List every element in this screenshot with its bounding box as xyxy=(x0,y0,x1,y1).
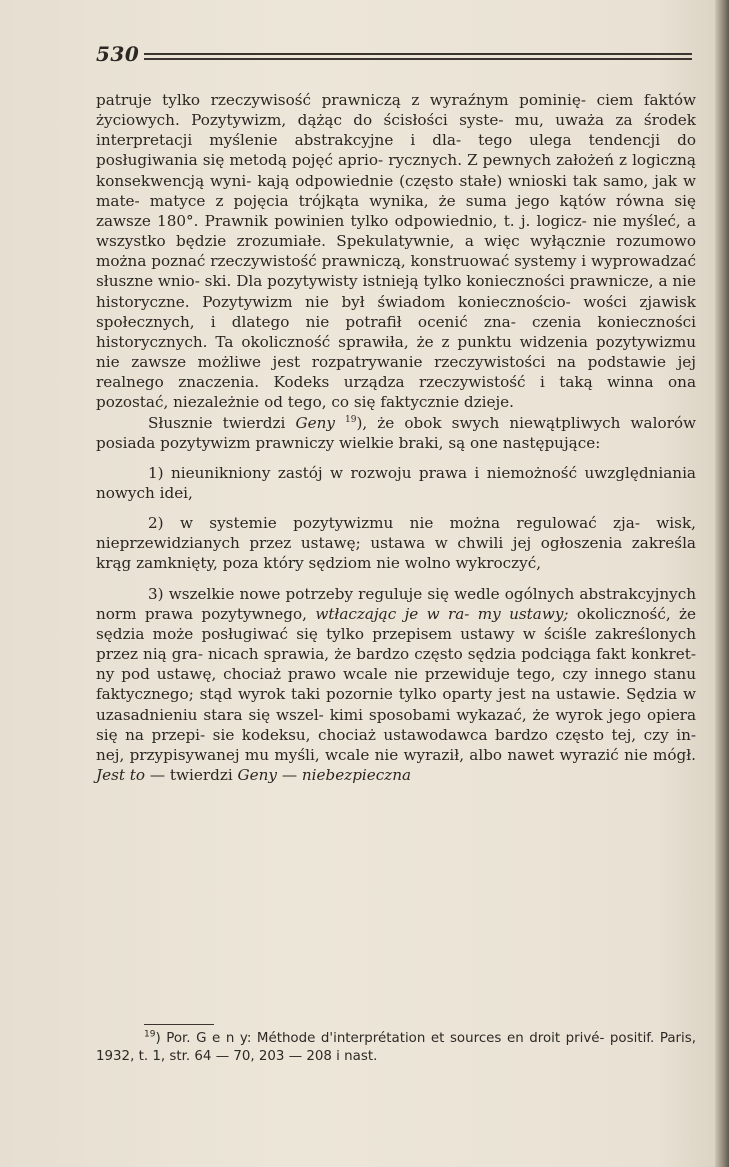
list-item-3: 3) wszelkie nowe potrzeby reguluje się wedle ogólnych abstrakcyjnych norm prawa pozytywnego, wtłaczając je w ra- my ustawy; okoliczność, że sędzia może posługiwać się tylko przepisem ustawy w ściśle zakreślonych przez nią gra- nicach sprawia, że bardzo często sędzia podciąga fakt konkret- ny pod ustawę, chociaż prawo wcale nie przewiduje tego, czy innego stanu faktycznego; stąd wyrok taki pozornie tylko oparty jest na ustawie. Sędzia w uzasadnieniu stara się wszel- kimi sposobami wykazać, że wyrok jego opiera się na przepi- sie kodeksu, chociaż ustawodawca bardzo często tej, czy in- nej, przypisywanej mu myśli, wcale nie wyraził, albo nawet wyrazić nie mógł. Jest to — twierdzi Geny — niebezpieczna xyxy=(96,584,696,784)
footnote-reference: 19 xyxy=(345,414,357,425)
page-edge-shadow xyxy=(715,0,729,1167)
page-number: 530 xyxy=(96,42,140,66)
list-item-1: 1) nieunikniony zastój w rozwoju prawa i niemożność uwzględniania nowych idei, xyxy=(96,463,696,502)
author-name: Geny xyxy=(295,413,335,432)
footnote-separator xyxy=(144,1024,214,1025)
header-rule-thin xyxy=(144,58,692,60)
footnote-number: 19 xyxy=(144,1029,156,1040)
list-item-2: 2) w systemie pozytywizmu nie można regulować zja- wisk, nieprzewidzianych przez ustawę; ustawa w chwili jej ogłoszenia zakreśla krąg zamknięty, poza który sędziom nie wolno wykroczyć, xyxy=(96,514,696,573)
page-header xyxy=(96,42,696,68)
header-rule xyxy=(144,53,692,55)
paragraph-geny-intro: Słusznie twierdzi Geny $^{19}$), że obok swych niewątpliwych walorów posiada pozytywizm prawniczy wielkie braki, są one następujące: xyxy=(96,413,696,452)
body-text xyxy=(96,90,696,785)
paragraph-positivism: patruje tylko rzeczywisość prawniczą z wyraźnym pominię- ciem faktów życiowych. Pozytywizm, dążąc do ścisłości syste- mu, uważa za środek interpretacji myślenie abstrakcyjne i dla- tego ulega tendencji do posługiwania się metodą pojęć aprio- rycznych. Z pewnych założeń z logiczną konsekwencją wyni- kają odpowiednie (często stałe) wnioski tak samo, jak w mate- matyce z pojęcia trójkąta wynika, że suma jego kątów równa się zawsze 180°. Prawnik powinien tylko odpowiednio, t. j. logicz- nie myśleć, a wszystko będzie zrozumiałe. Spekulatywnie, a więc wyłącznie rozumowo można poznać rzeczywistość prawniczą, konstruować systemy i wyprowadzać słuszne wnio- ski. Dla pozytywisty istnieją tylko konieczności prawnicze, a nie historyczne. Pozytywizm nie był świadom koniecznościo- wości zjawisk społecznych, i dlatego nie potrafił ocenić zna- czenia konieczności historycznych. Ta okoliczność sprawiła, że z punktu widzenia pozytywizmu nie zawsze możliwe jest rozpatrywanie rzeczywistości na podstawie jej realnego znaczenia. Kodeks urządza rzeczywistość i taką winna ona pozostać, niezależnie od tego, co się faktycznie dzieje. xyxy=(96,91,696,412)
footnote: $^{19}$) Por. G e n y: Méthode d'interprétation et sources en droit privé- positif. Paris, 1932, t. 1, str. 64 — 70, 203 — 208 i nast. xyxy=(96,1029,696,1064)
footnote-text: Por. G e n y: Méthode d'interprétation et sources en droit privé- positif. Paris, 1932, t. 1, str. 64 — 70, 203 — 208 i nast. xyxy=(96,1031,696,1064)
